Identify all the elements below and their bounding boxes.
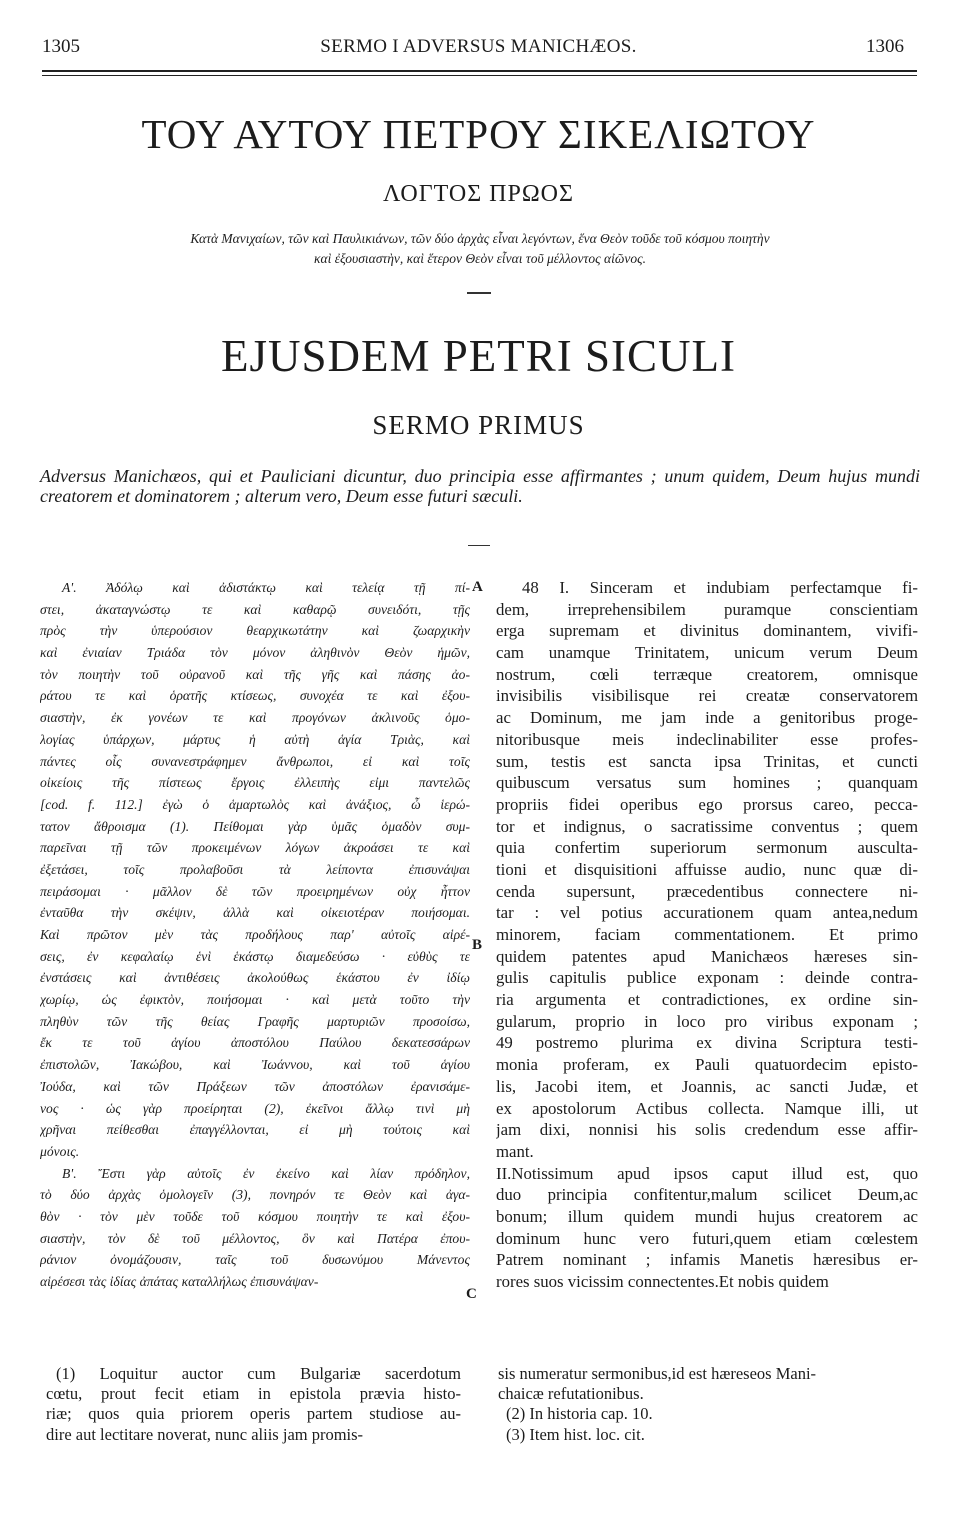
- margin-marker-c: C: [466, 1286, 477, 1302]
- margin-marker-a: A: [472, 579, 483, 595]
- fn-left-line: dire aut lectitare noverat, nunc aliis jam promis-: [46, 1424, 364, 1444]
- greek-col-line: ἔκ τε τοῦ ἁγίου ἀποστόλου Παύλου δεκατεσσάρων: [40, 1035, 470, 1051]
- latin-col-line: Patrem nominant ; infamis Manetis hæresibus er-: [496, 1250, 918, 1270]
- greek-col-line: σιαστὴν, τὸν δὲ τοῦ μέλλοντος, ὃν καὶ Πατέρα ἐπου-: [40, 1230, 470, 1246]
- greek-col-line: τὸ δύο ἀρχὰς ὁμολογεῖν (3), πονηρόν τε Θεὸν καὶ ἀγα-: [40, 1187, 470, 1203]
- latin-col-line: erga supremam et divinitus dominantem, vivifi-: [496, 621, 918, 641]
- latin-col-line: ex apostolorum Actibus collecta. Namque illi, ut: [496, 1098, 918, 1118]
- latin-col-line: rores suos vicissim connectentes.Et nobis quidem: [496, 1272, 829, 1291]
- greek-col-line: μόνοις.: [40, 1143, 80, 1159]
- greek-col-line: Β'. Ἔστι γὰρ αὐτοῖς ἐν ἐκείνο καὶ λίαν πρόδηλον,: [62, 1165, 470, 1181]
- greek-col-line: πρὸς τὴν ὑπερούσιον θεαρχικωτάτην καὶ ζωαρχικὴν: [40, 623, 470, 639]
- greek-col-line: σεις, ἐν κεφαλαίῳ ἑνὶ ἑκάστῳ διαμεδεύσω · εὐθὺς τε: [40, 948, 470, 964]
- greek-description-line: Κατὰ Μανιχαίων, τῶν καὶ Παυλικιάνων, τῶν δύο ἀρχὰς εἶναι λεγόντων, ἕνα Θεὸν τοῦδε τοῦ κόσμου ποιητὴν: [190, 231, 770, 246]
- greek-column: [40, 577, 470, 1293]
- latin-title: EJUSDEM PETRI SICULI: [220, 331, 737, 381]
- header-rule-top: [42, 70, 917, 72]
- latin-col-line: dem, irreprehensibilem puramque conscientiam: [496, 599, 918, 619]
- latin-col-line: tar : vel potius accurationem quam antea,nedum: [496, 903, 918, 923]
- latin-col-line: lis, Jacobi item, et Joannis, ac sancti Judæ, et: [496, 1076, 918, 1096]
- latin-col-line: ac Dominum, me jam inde a genitoribus proge-: [496, 708, 918, 728]
- fn-left-line: riæ; quos quia priorem operis partem studiose au-: [46, 1404, 461, 1424]
- greek-col-line: πειράσομαι · μᾶλλον δὲ τῶν προειρημένων οὐχ ἧττον: [40, 883, 470, 899]
- latin-col-line: nitoribusque meis indeclinabiliter esse profes-: [496, 729, 918, 749]
- greek-col-line: ἐξετάσει, τοῖς προλαβοῦσι τὰ λείποντα ἐπισυνάψαι: [40, 861, 470, 877]
- latin-col-line: tor et indignus, o sacratissime conventus ; quem: [496, 816, 918, 836]
- greek-col-line: πάντες οἷς συνανεστράφημεν ἄνθρωποι, εἰ καὶ τοῖς: [40, 753, 470, 769]
- latin-col-line: jam dixi, nonnisi his solis credendum esse affir-: [496, 1120, 918, 1140]
- greek-col-line: ἐνστάσεις καὶ ἀντιθέσεις ἀκολούθως ἑκάστου ἐν ἰδίῳ: [40, 970, 470, 986]
- greek-col-line: σιαστὴν, ἐκ γονέων τε καὶ προγόνων ἀκλινοῦς ὁμο-: [40, 710, 470, 726]
- fn-right-line: (2) In historia cap. 10.: [506, 1404, 653, 1424]
- latin-col-line: gulis capitulis publice exponam : deinde contra-: [496, 968, 918, 988]
- latin-col-line: tioni et disquisitioni affuisse audio, nunc quæ di-: [496, 859, 918, 879]
- latin-col-line: invisibilis visibilisque rei creatæ conservatorem: [496, 686, 918, 706]
- greek-subtitle: ΛΟΓΤΟΣ ΠΡΩΟΣ: [383, 181, 574, 207]
- latin-col-line: 48 I. Sinceram et indubiam perfectamque fi-: [522, 578, 918, 597]
- greek-col-line: αἱρέσεσι τὰς ἰδίας ἀπάτας καταλλήλως ἐπισυνάψαν-: [40, 1274, 319, 1289]
- latin-col-line: cenda supersunt, præcedentibus connectere ni-: [496, 881, 918, 901]
- greek-col-line: παρεῖναι τῇ τῶν προκειμένων λόγων ἀκροάσει τε καὶ: [40, 840, 470, 856]
- page-number-right: 1306: [866, 36, 904, 57]
- fn-left-line: (1) Loquitur auctor cum Bulgariæ sacerdotum: [56, 1364, 461, 1383]
- greek-col-line: Α'. Ἀδόλῳ καὶ ἀδιστάκτῳ καὶ τελείᾳ τῇ πί-: [62, 580, 470, 595]
- greek-col-line: ἐνταῦθα τὴν σκέψιν, ἀλλὰ καὶ οἰκειοτέραν ποιήσομαι.: [40, 905, 470, 921]
- latin-col-line: bonum; illum quidem mundi hujus creatorem ac: [496, 1206, 918, 1226]
- latin-col-line: II.Notissimum apud ipsos caput illud est, quo: [496, 1163, 918, 1183]
- latin-subtitle: SERMO PRIMUS: [372, 410, 585, 440]
- latin-column: [496, 577, 918, 1293]
- header-rule-bottom: [42, 75, 917, 76]
- latin-col-line: duo principia confitentur,malum scilicet Deum,ac: [496, 1185, 918, 1205]
- greek-col-line: [cod. f. 112.] ἐγὼ ὁ ἁμαρτωλὸς καὶ ἀνάξιος, ὦ ἱερώ-: [40, 796, 470, 812]
- fn-right-line: (3) Item hist. loc. cit.: [506, 1424, 645, 1444]
- latin-col-line: sum, testis est sancta ipsa Trinitas, et cuncti: [496, 751, 918, 771]
- greek-col-line: οἰκείοις τῆς πίστεως ἔργοις ἐλλειπὴς εἰμι παντελῶς: [40, 775, 470, 791]
- latin-col-line: mant.: [496, 1141, 534, 1161]
- greek-col-line: νος · ὡς γὰρ προείρηται (2), ἐκεῖνοι ἄλλῳ τινὶ μὴ: [40, 1100, 470, 1116]
- fn-right-line: sis numeratur sermonibus,id est hæreseos Mani-: [498, 1364, 817, 1383]
- latin-col-line: dominum hunc vero futuri,quem etiam cœlestem: [496, 1228, 918, 1248]
- latin-col-line: ria argumenta et contradictiones, ex ordine sin-: [496, 990, 918, 1010]
- latin-col-line: quia confertim superiorum sermonum ausculta-: [496, 838, 918, 858]
- greek-col-line: λογίας ὑπάρχων, μάρτυς ἡ αὐτὴ ἁγία Τριὰς, καὶ: [40, 731, 470, 747]
- latin-col-line: quidem patentes apud Manichæos hæreses sin-: [496, 946, 918, 966]
- fn-right-line: chaicæ refutationibus.: [498, 1384, 644, 1404]
- greek-col-line: στει, ἀκαταγνώστῳ τε καὶ καθαρῷ συνειδότι, τῇς: [40, 601, 470, 617]
- fn-left-line: cœtu, prout fecit etiam in epistola prævia histo-: [46, 1384, 461, 1404]
- footnotes-left: [46, 1364, 461, 1445]
- latin-col-line: gularum, proprio in loco pro viribus exponam ;: [496, 1011, 918, 1031]
- latin-col-line: minorem, faciam commentationem. Et primo: [496, 925, 918, 944]
- greek-col-line: πληθὺν τῶν τῆς θείας Γραφῆς μαρτυριῶν προσοίσω,: [40, 1013, 470, 1029]
- footnotes-right: [498, 1364, 918, 1445]
- latin-description: Adversus Manichæos, qui et Pauliciani dicuntur, duo principia esse affirmantes ; unum quidem, Deum hujus mundi creatorem et dominatorem ; alterum vero, Deum esse futuri sæculi.: [40, 466, 920, 506]
- greek-col-line: χρῆναι πείθεσθαι ἐπαγγέλλονται, εἰ μὴ τούτοις καὶ: [40, 1122, 470, 1138]
- greek-col-line: καὶ ἐνιαίαν Τριάδα τὸν μόνον ἀληθινὸν Θεὸν ἡμῶν,: [40, 645, 470, 661]
- greek-description-line: καὶ ἐξουσιαστὴν, καὶ ἕτερον Θεὸν εἶναι τοῦ μέλλοντος αἰῶνος.: [314, 251, 646, 266]
- greek-col-line: τατον ἄθροισμα (1). Πείθομαι γὰρ ὑμᾶς ὁμαδὸν συμ-: [40, 818, 470, 834]
- separator-dash: [468, 545, 490, 546]
- separator-dash: [467, 292, 491, 294]
- greek-title: ΤΟΥ ΑΥΤΟΥ ΠΕΤΡΟΥ ΣΙΚΕΛΙΩΤΟΥ: [141, 111, 816, 157]
- greek-col-line: θὸν · τὸν μὲν τοῦδε τοῦ κόσμου ποιητὴν τε καὶ ἐξου-: [40, 1208, 470, 1224]
- latin-col-line: monia proferam, ex Pauli quatuordecim episto-: [496, 1055, 918, 1075]
- greek-col-line: χωρίῳ, ὡς ἐφικτὸν, ποιήσομαι · καὶ μετὰ τοῦτο τὴν: [40, 992, 470, 1008]
- latin-col-line: cam unamque Trinitatem, unicum verum Deum: [496, 643, 918, 663]
- greek-col-line: τὸν ποιητὴν τοῦ οὐρανοῦ καὶ τῆς γῆς καὶ πάσης ἀο-: [40, 666, 470, 682]
- greek-col-line: ἐπιστολῶν, Ἰακώβου, καὶ Ἰωάννου, καὶ τοῦ ἁγίου: [40, 1057, 470, 1073]
- latin-col-line: nostrum, cœli terræque creatorem, omnisque: [496, 664, 918, 684]
- running-title: SERMO I ADVERSUS MANICHÆOS.: [320, 36, 637, 57]
- margin-marker-b: B: [472, 937, 483, 953]
- greek-col-line: ράτου τε καὶ ὁρατῆς κτίσεως, συνοχέα τε καὶ ἐξου-: [40, 688, 470, 704]
- greek-description: [40, 229, 920, 269]
- greek-col-line: Καὶ πρῶτον μὲν τὰς προδήλους παρ' αὐτοῖς αἱρέ-: [40, 927, 470, 942]
- latin-col-line: quibuscum versatus sum homines ; quanquam: [496, 773, 918, 793]
- greek-col-line: ράνιον ὀνομάζουσιν, ταῖς τοῦ δυσωνύμου Μάνεντος: [40, 1252, 470, 1268]
- greek-col-line: Ἰούδα, καὶ τῶν Πράξεων τῶν ἀποστόλων ἐρανισάμε-: [40, 1078, 470, 1094]
- latin-col-line: propriis fidei operibus ego prorsus careo, pecca-: [496, 794, 918, 814]
- latin-col-line: 49 postremo plurima ex divina Scriptura testi-: [496, 1033, 918, 1053]
- page-number-left: 1305: [42, 36, 80, 57]
